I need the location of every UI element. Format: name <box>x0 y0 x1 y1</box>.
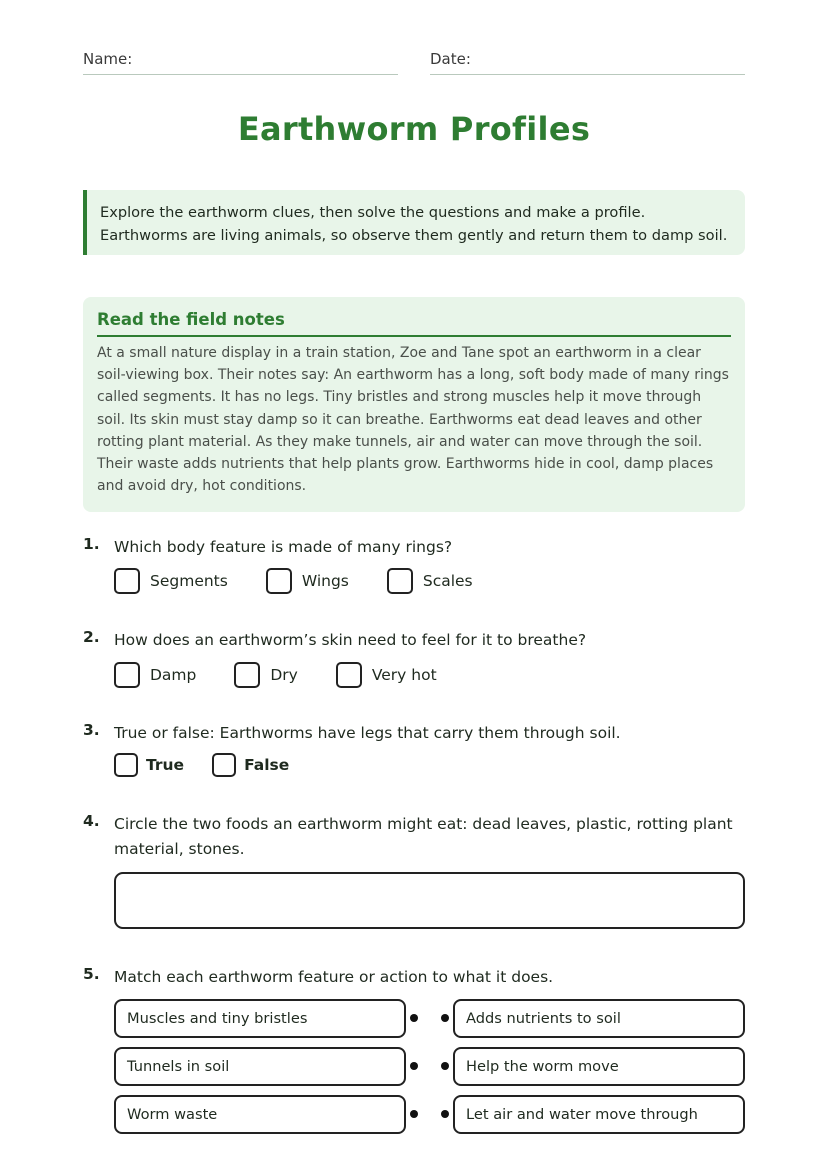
match-row <box>114 1047 745 1086</box>
match-right-item: Adds nutrients to soil <box>453 999 745 1038</box>
question-number: 1. <box>83 535 100 553</box>
checkbox[interactable] <box>387 568 413 594</box>
match-dot[interactable] <box>441 1062 449 1070</box>
match-left-item: Worm waste <box>114 1095 406 1134</box>
match-right-item: Help the worm move <box>453 1047 745 1086</box>
question-text: True or false: Earthworms have legs that carry them through soil. <box>114 724 621 742</box>
field-notes-title: Read the field notes <box>97 310 731 337</box>
name-field[interactable]: Name: <box>83 50 398 75</box>
match-left-item: Muscles and tiny bristles <box>114 999 406 1038</box>
match-left-item: Tunnels in soil <box>114 1047 406 1086</box>
match-dot[interactable] <box>410 1110 418 1118</box>
match-dot[interactable] <box>410 1014 418 1022</box>
checkbox[interactable] <box>114 662 140 688</box>
question-text: Match each earthworm feature or action to what it does. <box>114 968 554 986</box>
question-text: How does an earthworm’s skin need to feel for it to breathe? <box>114 631 587 649</box>
checkbox[interactable] <box>336 662 362 688</box>
options <box>114 662 475 688</box>
option-dry[interactable] <box>234 662 297 688</box>
match-row <box>114 999 745 1038</box>
option-label: False <box>244 756 290 774</box>
option-scales[interactable] <box>387 568 473 594</box>
option-label: Dry <box>270 666 298 684</box>
question-text: Circle the two foods an earthworm might eat: dead leaves, plastic, rotting plant material, stones. <box>114 815 733 858</box>
option-true[interactable] <box>114 753 184 777</box>
checkbox[interactable] <box>234 662 260 688</box>
match-dot[interactable] <box>441 1110 449 1118</box>
checkbox[interactable] <box>266 568 292 594</box>
checkbox[interactable] <box>212 753 236 777</box>
options <box>114 568 511 594</box>
intro-callout: Explore the earthworm clues, then solve the questions and make a profile. Earthworms are living animals, so observe them gently and return them to damp soil. <box>83 190 745 255</box>
date-field[interactable]: Date: <box>430 50 745 75</box>
field-notes-body: At a small nature display in a train station, Zoe and Tane spot an earthworm in a clear soil-viewing box. Their notes say: An earthworm has a long, soft body made of many rings called segments. It has no legs. Tiny bristles and strong muscles help it move through soil. Its skin must stay damp so it can breathe. Earthworms eat dead leaves and other rotting plant material. As they make tunnels, air and water can move through the soil. Their waste adds nutrients that help plants grow. Earthworms hide in cool, damp places and avoid dry, hot conditions. <box>97 345 729 495</box>
header-row <box>83 50 745 75</box>
page-title: Earthworm Profiles <box>237 110 591 148</box>
question-4 <box>83 812 745 932</box>
question-number: 2. <box>83 628 100 646</box>
checkbox[interactable] <box>114 753 138 777</box>
option-false[interactable] <box>212 753 289 777</box>
option-label: Scales <box>422 572 473 590</box>
match-row <box>114 1095 745 1134</box>
question-5 <box>83 965 745 1140</box>
option-segments[interactable] <box>114 568 228 594</box>
match-dot[interactable] <box>441 1014 449 1022</box>
option-label: Wings <box>301 572 349 590</box>
match-dot[interactable] <box>410 1062 418 1070</box>
question-number: 3. <box>83 721 100 739</box>
question-text: Which body feature is made of many rings? <box>114 538 453 556</box>
option-damp[interactable] <box>114 662 196 688</box>
question-number: 5. <box>83 965 100 983</box>
option-wings[interactable] <box>266 568 349 594</box>
option-label: Very hot <box>371 666 437 684</box>
option-label: True <box>146 756 185 774</box>
checkbox[interactable] <box>114 568 140 594</box>
question-number: 4. <box>83 812 100 830</box>
option-label: Damp <box>150 666 197 684</box>
field-notes-panel <box>83 297 745 512</box>
match-right-item: Let air and water move through <box>453 1095 745 1134</box>
answer-box[interactable] <box>114 872 745 929</box>
options <box>114 753 317 777</box>
option-label: Segments <box>150 572 228 590</box>
option-very-hot[interactable] <box>336 662 437 688</box>
